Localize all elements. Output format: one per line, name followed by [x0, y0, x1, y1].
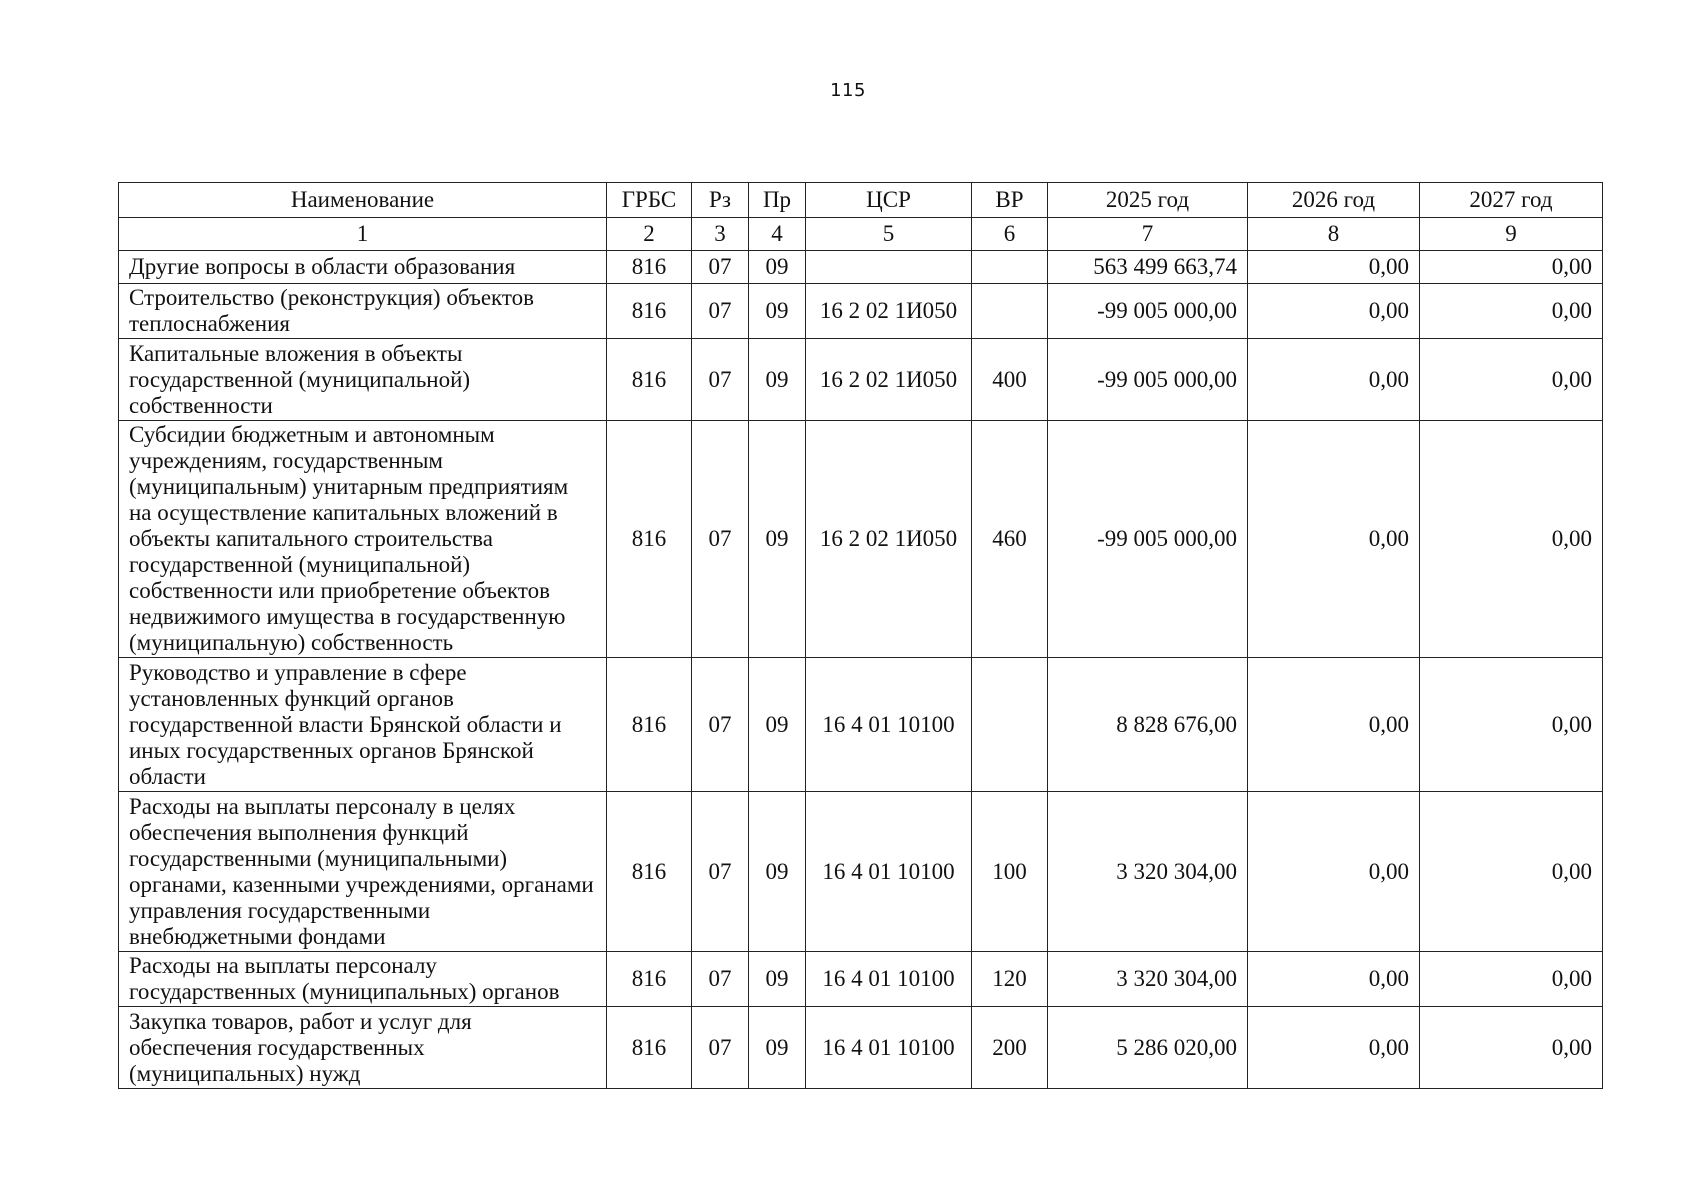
row-vr: 200 — [972, 1007, 1048, 1089]
row-rz: 07 — [692, 421, 749, 658]
row-csr: 16 4 01 10100 — [806, 792, 972, 952]
row-vr: 120 — [972, 952, 1048, 1007]
row-2027: 0,00 — [1420, 658, 1603, 792]
row-name: Строительство (реконструкция) объектов теплоснабжения — [119, 284, 607, 339]
row-pr: 09 — [749, 658, 806, 792]
row-name: Руководство и управление в сфере установленных функций органов государственной власти Брянской области и иных государственных органов Брянской области — [119, 658, 607, 792]
column-number: 1 — [119, 218, 607, 251]
row-grbs: 816 — [607, 251, 692, 284]
row-grbs: 816 — [607, 284, 692, 339]
header-vr: ВР — [972, 183, 1048, 218]
header-name: Наименование — [119, 183, 607, 218]
row-csr: 16 4 01 10100 — [806, 1007, 972, 1089]
row-vr — [972, 658, 1048, 792]
row-csr: 16 2 02 1И050 — [806, 421, 972, 658]
row-vr: 460 — [972, 421, 1048, 658]
table-row — [119, 284, 1603, 339]
column-numbers-row — [119, 218, 1603, 251]
row-2027: 0,00 — [1420, 284, 1603, 339]
row-csr: 16 2 02 1И050 — [806, 339, 972, 421]
column-number: 4 — [749, 218, 806, 251]
row-name: Субсидии бюджетным и автономным учреждениям, государственным (муниципальным) унитарным предприятиям на осуществление капитальных вложений в объекты капитального строительства государственной (муниципальной) собственности или приобретение объектов недвижимого имущества в государственную (муниципальную) собственность — [119, 421, 607, 658]
column-number: 2 — [607, 218, 692, 251]
table-row — [119, 339, 1603, 421]
row-csr: 16 2 02 1И050 — [806, 284, 972, 339]
row-name: Другие вопросы в области образования — [119, 251, 607, 284]
table-row — [119, 251, 1603, 284]
table-row — [119, 952, 1603, 1007]
header-2026: 2026 год — [1248, 183, 1420, 218]
row-rz: 07 — [692, 1007, 749, 1089]
row-name: Закупка товаров, работ и услуг для обеспечения государственных (муниципальных) нужд — [119, 1007, 607, 1089]
column-number: 8 — [1248, 218, 1420, 251]
row-grbs: 816 — [607, 1007, 692, 1089]
row-2025: -99 005 000,00 — [1048, 339, 1248, 421]
row-pr: 09 — [749, 792, 806, 952]
row-2026: 0,00 — [1248, 658, 1420, 792]
row-csr: 16 4 01 10100 — [806, 952, 972, 1007]
header-2027: 2027 год — [1420, 183, 1603, 218]
row-pr: 09 — [749, 421, 806, 658]
table-row — [119, 421, 1603, 658]
column-number: 3 — [692, 218, 749, 251]
row-rz: 07 — [692, 658, 749, 792]
row-2026: 0,00 — [1248, 284, 1420, 339]
table-row — [119, 1007, 1603, 1089]
row-rz: 07 — [692, 251, 749, 284]
row-name: Расходы на выплаты персоналу в целях обеспечения выполнения функций государственными (муниципальными) органами, казенными учреждениями, органами управления государственными внебюджетными фондами — [119, 792, 607, 952]
row-rz: 07 — [692, 952, 749, 1007]
row-pr: 09 — [749, 1007, 806, 1089]
row-vr: 400 — [972, 339, 1048, 421]
row-2025: -99 005 000,00 — [1048, 284, 1248, 339]
row-pr: 09 — [749, 339, 806, 421]
header-rz: Рз — [692, 183, 749, 218]
row-2027: 0,00 — [1420, 952, 1603, 1007]
row-2026: 0,00 — [1248, 952, 1420, 1007]
row-2025: -99 005 000,00 — [1048, 421, 1248, 658]
row-grbs: 816 — [607, 339, 692, 421]
row-name: Капитальные вложения в объекты государственной (муниципальной) собственности — [119, 339, 607, 421]
row-2025: 5 286 020,00 — [1048, 1007, 1248, 1089]
row-pr: 09 — [749, 251, 806, 284]
row-2026: 0,00 — [1248, 251, 1420, 284]
column-number: 9 — [1420, 218, 1603, 251]
row-grbs: 816 — [607, 792, 692, 952]
header-row — [119, 183, 1603, 218]
header-csr: ЦСР — [806, 183, 972, 218]
row-rz: 07 — [692, 339, 749, 421]
row-grbs: 816 — [607, 421, 692, 658]
row-rz: 07 — [692, 284, 749, 339]
budget-table — [118, 182, 1603, 1089]
row-2026: 0,00 — [1248, 421, 1420, 658]
row-grbs: 816 — [607, 952, 692, 1007]
header-grbs: ГРБС — [607, 183, 692, 218]
row-vr — [972, 251, 1048, 284]
column-number: 7 — [1048, 218, 1248, 251]
header-2025: 2025 год — [1048, 183, 1248, 218]
column-number: 6 — [972, 218, 1048, 251]
table-row — [119, 658, 1603, 792]
row-2026: 0,00 — [1248, 339, 1420, 421]
row-2025: 3 320 304,00 — [1048, 792, 1248, 952]
row-2025: 8 828 676,00 — [1048, 658, 1248, 792]
row-2027: 0,00 — [1420, 792, 1603, 952]
row-2025: 3 320 304,00 — [1048, 952, 1248, 1007]
table-row — [119, 792, 1603, 952]
row-vr: 100 — [972, 792, 1048, 952]
page-number: 115 — [830, 80, 866, 101]
row-name: Расходы на выплаты персоналу государственных (муниципальных) органов — [119, 952, 607, 1007]
row-2027: 0,00 — [1420, 339, 1603, 421]
column-number: 5 — [806, 218, 972, 251]
row-2025: 563 499 663,74 — [1048, 251, 1248, 284]
header-pr: Пр — [749, 183, 806, 218]
row-csr: 16 4 01 10100 — [806, 658, 972, 792]
row-2026: 0,00 — [1248, 792, 1420, 952]
row-rz: 07 — [692, 792, 749, 952]
row-csr — [806, 251, 972, 284]
row-2027: 0,00 — [1420, 421, 1603, 658]
row-vr — [972, 284, 1048, 339]
row-grbs: 816 — [607, 658, 692, 792]
row-pr: 09 — [749, 284, 806, 339]
row-2026: 0,00 — [1248, 1007, 1420, 1089]
row-2027: 0,00 — [1420, 1007, 1603, 1089]
row-2027: 0,00 — [1420, 251, 1603, 284]
row-pr: 09 — [749, 952, 806, 1007]
